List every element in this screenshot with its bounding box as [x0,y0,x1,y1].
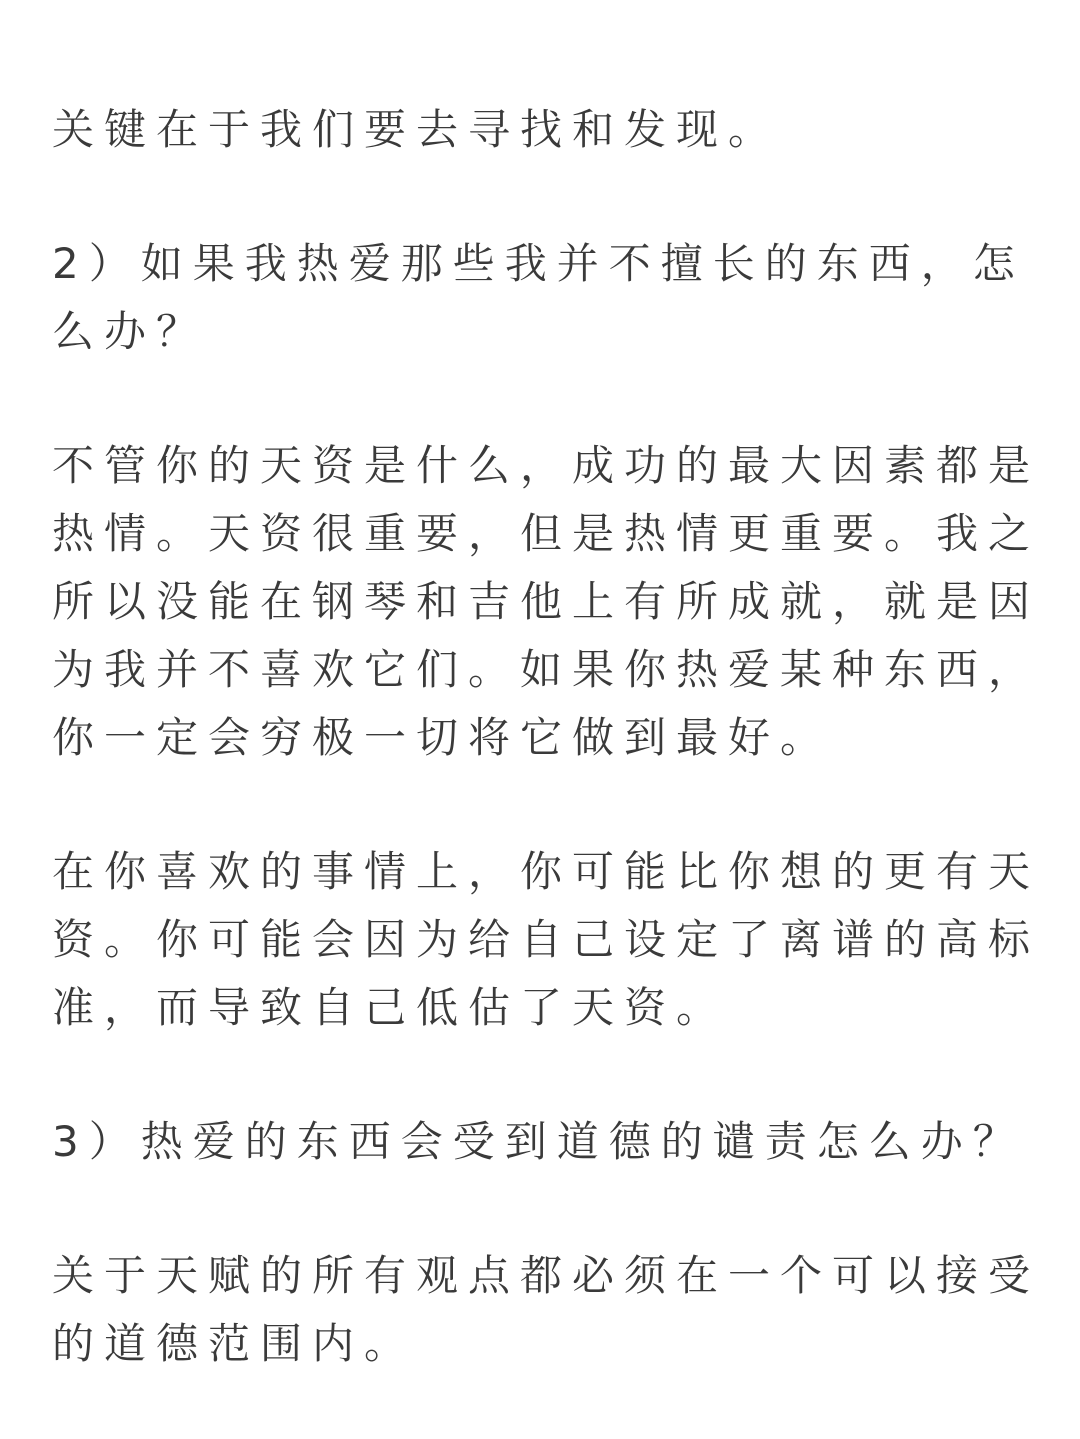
text-line: 关于天赋的所有观点都必须在一个可以接受 [52,1251,1041,1300]
paragraph-3 [52,432,1042,772]
text-line: 关键在于我们要去寻找和发现。 [52,105,781,154]
text-line: 的道德范围内。 [52,1319,417,1368]
text-line: 所以没能在钢琴和吉他上有所成就，就是因 [52,577,1041,626]
text-line: 热情。天资很重要，但是热情更重要。我之 [52,509,1041,558]
paragraph-6 [52,1242,1042,1378]
text-line: 资。你可能会因为给自己设定了离谱的高标 [52,915,1041,964]
paragraph-4 [52,838,1042,1042]
question-3 [52,1108,1042,1176]
article-body [52,96,1042,1378]
paragraph-1 [52,96,1042,164]
text-line: 么办？ [52,307,209,356]
text-line: 不管你的天资是什么，成功的最大因素都是 [52,441,1041,490]
text-line: 3）热爱的东西会受到道德的谴责怎么办？ [52,1117,1025,1166]
text-line: 你一定会穷极一切将它做到最好。 [52,713,833,762]
text-line: 2）如果我热爱那些我并不擅长的东西，怎 [52,239,1025,288]
text-line: 在你喜欢的事情上，你可能比你想的更有天 [52,847,1041,896]
question-2 [52,230,1042,366]
text-line: 准，而导致自己低估了天资。 [52,983,729,1032]
text-line: 为我并不喜欢它们。如果你热爱某种东西， [52,645,1041,694]
